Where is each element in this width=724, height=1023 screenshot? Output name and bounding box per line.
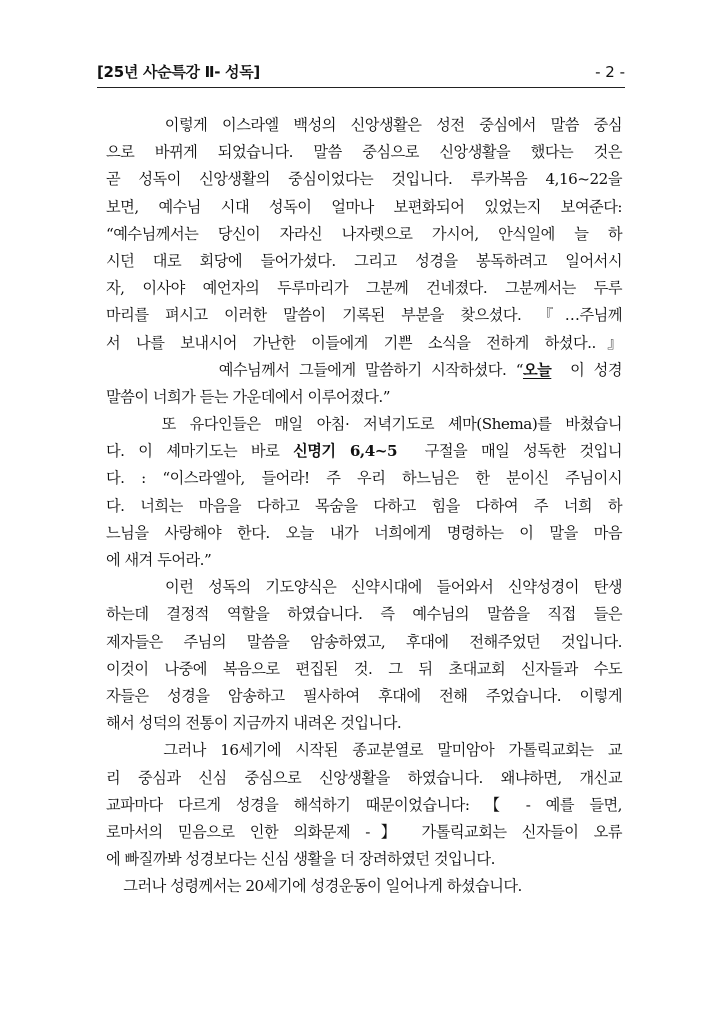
paragraph [106,873,622,900]
text-run: 교파마다 다르게 성경을 해석하기 때문이었습니다: 【 - 예를 들면, [106,795,622,814]
text-line [106,629,622,656]
paragraph [106,737,622,873]
text-run: 로마서의 믿음으로 인한 의화문제 -】 가톨릭교회는 신자들이 오류 [106,822,622,841]
text-line [106,873,622,900]
text-line [106,411,622,438]
header-title: [25년 사순특강 Ⅱ- 성독] [97,63,260,81]
text-run: 서 나를 보내시어 가난한 이들에게 기쁜 소식을 전하게 하셨다..』 [106,333,622,352]
text-run: 곧 성독이 신앙생활의 중심이었다는 것입니다. 루카복음 4,16~22을 [106,170,622,189]
text-line [106,166,622,193]
text-run: 이렇게 이스라엘 백성의 신앙생활은 성전 중심에서 말씀 중심 [106,116,622,134]
text-line [106,601,622,628]
text-line [106,465,622,492]
text-run: 그러나 성령께서는 20세기에 성경운동이 일어나게 하셨습니다. [106,877,522,896]
text-line [106,520,622,547]
text-line [106,765,622,792]
text-line [106,139,622,166]
text-run: 다. 이 셰마기도는 바로 [106,442,294,461]
text-line [106,112,622,139]
text-line [106,384,622,411]
paragraph [106,574,622,737]
text-line [106,248,622,275]
text-run: 구절을 매일 성독한 것입니 [397,442,622,461]
text-line [106,819,622,846]
text-line [106,330,622,357]
text-run: 에 새겨 두어라.” [106,551,212,569]
text-line [106,846,622,873]
text-run: 이런 성독의 기도양식은 신약시대에 들어와서 신약성경이 탄생 [106,578,622,597]
text-run: 느님을 사랑해야 한다. 오늘 내가 너희에게 명령하는 이 말을 마음 [106,523,622,542]
text-run: 다. 너희는 마음을 다하고 목숨을 다하고 힘을 다하여 주 너희 하 [106,496,622,515]
text-run: 하는데 결정적 역할을 하였습니다. 즉 예수님의 말씀을 직접 들은 [106,605,622,624]
text-line [106,438,622,465]
text-run: 리 중심과 신심 중심으로 신앙생활을 하였습니다. 왜냐하면, 개신교 [106,768,622,787]
text-run: 제자들은 주님의 말씀을 암송하였고, 후대에 전해주었던 것입니다. [106,632,622,651]
header-divider [97,87,625,88]
text-line [106,656,622,683]
text-line [106,194,622,221]
text-run: 그러나 16세기에 시작된 종교분열로 말미암아 가톨릭교회는 교 [106,741,622,760]
paragraph [106,112,622,411]
text-run: 이것이 나중에 복음으로 편집된 것. 그 뒤 초대교회 신자들과 수도 [106,659,622,678]
text-run: 시던 대로 회당에 들어가셨다. 그리고 성경을 봉독하려고 일어서시 [106,251,622,270]
emphasis-bold: 신명기 6,4~5 [293,442,398,461]
text-line [106,357,622,384]
text-run: 또 유다인들은 매일 아침· 저녁기도로 셰마(Shema)를 바쳤습니 [106,415,622,434]
text-run: 다. : “이스라엘아, 들어라! 주 우리 하느님은 한 분이신 주님이시 [106,469,622,488]
text-run: 해서 성덕의 전통이 지금까지 내려온 것입니다. [106,714,402,733]
text-run: 이 성경 [551,360,623,379]
text-line [106,737,622,764]
text-line [106,574,622,601]
text-line [106,221,622,248]
text-run: 으로 바뀌게 되었습니다. 말씀 중심으로 신앙생활을 했다는 것은 [106,143,622,162]
document-body [106,112,622,900]
text-run: “예수님께서는 당신이 자라신 나자렛으로 가시어, 안식일에 늘 하 [106,224,622,243]
text-run: 마리를 펴시고 이러한 말씀이 기록된 부분을 찾으셨다. 『…주님께 [106,306,622,325]
text-line [106,683,622,710]
page-number: - 2 - [595,63,625,81]
text-run: 예수님께서 그들에게 말씀하기 시작하셨다. “ [106,360,523,379]
paragraph [106,411,622,574]
text-line [106,302,622,329]
page-header [97,62,625,86]
text-run: 에 빠질까봐 성경보다는 신심 생활을 더 장려하였던 것입니다. [106,850,495,869]
text-run: 말씀이 너희가 듣는 가운데에서 이루어졌다.” [106,387,390,406]
text-line [106,275,622,302]
text-line [106,710,622,737]
text-line [106,792,622,819]
text-line [106,547,622,574]
text-run: 보면, 예수님 시대 성독이 얼마나 보편화되어 있었는지 보여준다: [106,197,622,216]
text-run: 자, 이사야 예언자의 두루마리가 그분께 건네졌다. 그분께서는 두루 [106,279,622,298]
text-line [106,493,622,520]
emphasis-underlined: 오늘 [522,360,552,379]
text-run: 자들은 성경을 암송하고 필사하여 후대에 전해 주었습니다. 이렇게 [106,686,622,705]
